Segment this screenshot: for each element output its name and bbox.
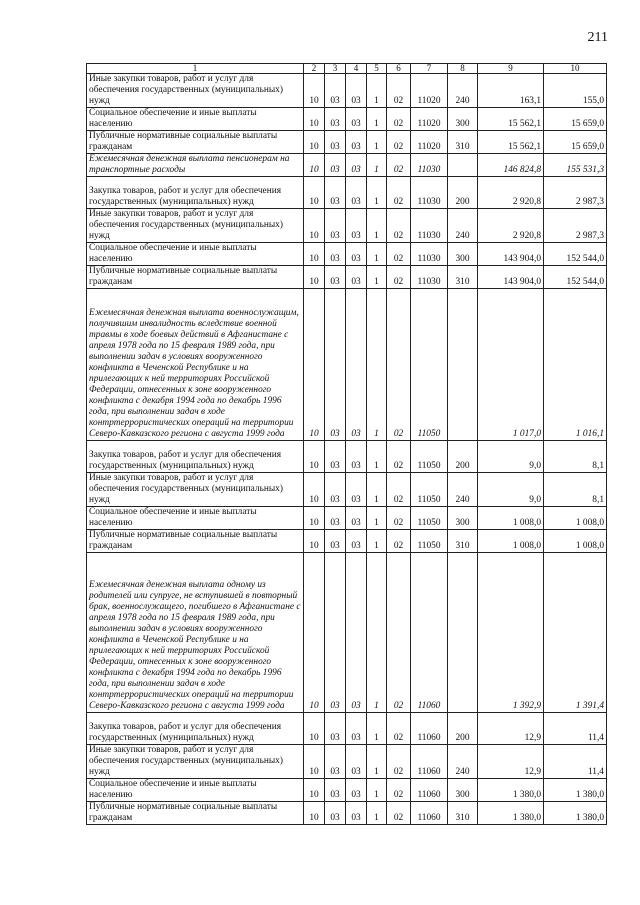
amount-year-1: 1 008,0 bbox=[478, 530, 544, 553]
code-section: 10 bbox=[304, 209, 325, 243]
amount-year-1: 15 562,1 bbox=[478, 108, 544, 131]
row-description: Публичные нормативные социальные выплаты гражданам bbox=[87, 802, 304, 825]
code-program: 03 bbox=[346, 289, 367, 441]
code-direction: 11050 bbox=[411, 289, 448, 441]
code-expense-type: 200 bbox=[448, 713, 478, 745]
code-direction: 11060 bbox=[411, 553, 448, 713]
code-program: 03 bbox=[346, 745, 367, 779]
table-row bbox=[87, 713, 607, 745]
code-subprogram: 1 bbox=[367, 553, 387, 713]
column-header: 9 bbox=[478, 64, 544, 74]
code-subprogram: 1 bbox=[367, 530, 387, 553]
code-main-activity: 02 bbox=[387, 745, 411, 779]
code-subprogram: 1 bbox=[367, 507, 387, 530]
row-description: Публичные нормативные социальные выплаты гражданам bbox=[87, 530, 304, 553]
code-subprogram: 1 bbox=[367, 154, 387, 177]
code-section: 10 bbox=[304, 131, 325, 154]
code-expense-type: 200 bbox=[448, 441, 478, 473]
code-direction: 11060 bbox=[411, 779, 448, 802]
column-header: 5 bbox=[367, 64, 387, 74]
code-main-activity: 02 bbox=[387, 108, 411, 131]
code-subsection: 03 bbox=[325, 108, 346, 131]
code-program: 03 bbox=[346, 131, 367, 154]
table-row bbox=[87, 266, 607, 289]
row-description: Закупка товаров, работ и услуг для обеспечения государственных (муниципальных) нужд bbox=[87, 441, 304, 473]
amount-year-1: 1 380,0 bbox=[478, 802, 544, 825]
column-header: 1 bbox=[87, 64, 304, 74]
amount-year-1: 9,0 bbox=[478, 473, 544, 507]
code-direction: 11020 bbox=[411, 74, 448, 108]
code-subsection: 03 bbox=[325, 802, 346, 825]
amount-year-2: 1 380,0 bbox=[544, 802, 607, 825]
code-subsection: 03 bbox=[325, 530, 346, 553]
code-subprogram: 1 bbox=[367, 713, 387, 745]
code-main-activity: 02 bbox=[387, 473, 411, 507]
amount-year-1: 1 008,0 bbox=[478, 507, 544, 530]
code-section: 10 bbox=[304, 289, 325, 441]
table-row bbox=[87, 243, 607, 266]
code-main-activity: 02 bbox=[387, 779, 411, 802]
row-description: Социальное обеспечение и иные выплаты населению bbox=[87, 507, 304, 530]
table-row bbox=[87, 802, 607, 825]
code-expense-type: 310 bbox=[448, 530, 478, 553]
code-program: 03 bbox=[346, 441, 367, 473]
code-program: 03 bbox=[346, 802, 367, 825]
column-header: 3 bbox=[325, 64, 346, 74]
code-subprogram: 1 bbox=[367, 131, 387, 154]
row-description: Ежемесячная денежная выплата одному из родителей или супруге, не вступившей в повторный брак, военнослужащего, погибшего в Афганистане с апреля 1978 года по 15 февраля 1989 года, при выполнении задач в условиях вооруженного конфликта в Чеченской Республике и на прилегающих к ней территориях Российской Федерации, отнесенных к зоне вооруженного конфликта с декабря 1994 года по декабрь 1996 года, при выполнении задач в ходе контртеррористических операций на территории Северо-Кавказского региона с августа 1999 года bbox=[87, 553, 304, 713]
code-expense-type: 200 bbox=[448, 177, 478, 209]
code-expense-type: 240 bbox=[448, 745, 478, 779]
code-direction: 11050 bbox=[411, 507, 448, 530]
table-row bbox=[87, 553, 607, 713]
code-subsection: 03 bbox=[325, 74, 346, 108]
row-description: Публичные нормативные социальные выплаты гражданам bbox=[87, 131, 304, 154]
code-section: 10 bbox=[304, 802, 325, 825]
code-main-activity: 02 bbox=[387, 243, 411, 266]
table-row bbox=[87, 154, 607, 177]
code-section: 10 bbox=[304, 441, 325, 473]
code-subsection: 03 bbox=[325, 713, 346, 745]
row-description: Социальное обеспечение и иные выплаты населению bbox=[87, 243, 304, 266]
code-section: 10 bbox=[304, 507, 325, 530]
column-header: 4 bbox=[346, 64, 367, 74]
code-direction: 11020 bbox=[411, 108, 448, 131]
table-row bbox=[87, 74, 607, 108]
code-section: 10 bbox=[304, 553, 325, 713]
code-main-activity: 02 bbox=[387, 74, 411, 108]
code-subprogram: 1 bbox=[367, 779, 387, 802]
code-subprogram: 1 bbox=[367, 289, 387, 441]
table-row bbox=[87, 507, 607, 530]
row-description: Ежемесячная денежная выплата военнослужащим, получившим инвалидность вследствие военной травмы в ходе боевых действий в Афганистане с апреля 1978 года по 15 февраля 1989 года, при выполнении задач в условиях вооруженного конфликта в Чеченской Республике и на прилегающих к ней территориях Российской Федерации, отнесенных к зоне вооруженного конфликта с декабря 1994 года по декабрь 1996 года, при выполнении задач в ходе контртеррористических операций на территории Северо-Кавказского региона с августа 1999 года bbox=[87, 289, 304, 441]
code-main-activity: 02 bbox=[387, 154, 411, 177]
code-direction: 11030 bbox=[411, 209, 448, 243]
code-section: 10 bbox=[304, 108, 325, 131]
amount-year-1: 2 920,8 bbox=[478, 177, 544, 209]
code-direction: 11020 bbox=[411, 131, 448, 154]
amount-year-2: 8,1 bbox=[544, 441, 607, 473]
code-section: 10 bbox=[304, 177, 325, 209]
code-expense-type: 240 bbox=[448, 74, 478, 108]
table-row bbox=[87, 131, 607, 154]
code-main-activity: 02 bbox=[387, 441, 411, 473]
row-description: Закупка товаров, работ и услуг для обеспечения государственных (муниципальных) нужд bbox=[87, 713, 304, 745]
amount-year-2: 1 016,1 bbox=[544, 289, 607, 441]
code-direction: 11050 bbox=[411, 530, 448, 553]
row-description: Закупка товаров, работ и услуг для обеспечения государственных (муниципальных) нужд bbox=[87, 177, 304, 209]
amount-year-2: 15 659,0 bbox=[544, 108, 607, 131]
table-row bbox=[87, 209, 607, 243]
amount-year-1: 146 824,8 bbox=[478, 154, 544, 177]
amount-year-1: 143 904,0 bbox=[478, 266, 544, 289]
code-direction: 11050 bbox=[411, 441, 448, 473]
amount-year-1: 12,9 bbox=[478, 713, 544, 745]
amount-year-1: 1 017,0 bbox=[478, 289, 544, 441]
row-description: Социальное обеспечение и иные выплаты населению bbox=[87, 779, 304, 802]
code-direction: 11030 bbox=[411, 243, 448, 266]
table-row bbox=[87, 108, 607, 131]
amount-year-1: 2 920,8 bbox=[478, 209, 544, 243]
row-description: Публичные нормативные социальные выплаты гражданам bbox=[87, 266, 304, 289]
code-main-activity: 02 bbox=[387, 507, 411, 530]
code-program: 03 bbox=[346, 553, 367, 713]
code-expense-type: 300 bbox=[448, 108, 478, 131]
code-subsection: 03 bbox=[325, 441, 346, 473]
code-expense-type bbox=[448, 154, 478, 177]
code-main-activity: 02 bbox=[387, 131, 411, 154]
amount-year-1: 12,9 bbox=[478, 745, 544, 779]
amount-year-2: 15 659,0 bbox=[544, 131, 607, 154]
amount-year-1: 163,1 bbox=[478, 74, 544, 108]
code-subprogram: 1 bbox=[367, 74, 387, 108]
table-row bbox=[87, 473, 607, 507]
code-subsection: 03 bbox=[325, 209, 346, 243]
code-subsection: 03 bbox=[325, 289, 346, 441]
amount-year-2: 155,0 bbox=[544, 74, 607, 108]
code-expense-type: 240 bbox=[448, 209, 478, 243]
amount-year-2: 2 987,3 bbox=[544, 177, 607, 209]
code-subsection: 03 bbox=[325, 507, 346, 530]
table-row bbox=[87, 177, 607, 209]
code-program: 03 bbox=[346, 177, 367, 209]
amount-year-2: 1 008,0 bbox=[544, 530, 607, 553]
code-main-activity: 02 bbox=[387, 209, 411, 243]
table-row bbox=[87, 779, 607, 802]
code-program: 03 bbox=[346, 209, 367, 243]
code-section: 10 bbox=[304, 74, 325, 108]
page-number: 211 bbox=[587, 30, 608, 45]
row-description: Социальное обеспечение и иные выплаты населению bbox=[87, 108, 304, 131]
row-description: Иные закупки товаров, работ и услуг для обеспечения государственных (муниципальных) нужд bbox=[87, 745, 304, 779]
code-program: 03 bbox=[346, 530, 367, 553]
row-description: Иные закупки товаров, работ и услуг для обеспечения государственных (муниципальных) нужд bbox=[87, 209, 304, 243]
code-program: 03 bbox=[346, 473, 367, 507]
code-subsection: 03 bbox=[325, 745, 346, 779]
amount-year-1: 9,0 bbox=[478, 441, 544, 473]
code-section: 10 bbox=[304, 745, 325, 779]
code-direction: 11060 bbox=[411, 802, 448, 825]
code-section: 10 bbox=[304, 713, 325, 745]
amount-year-2: 11,4 bbox=[544, 713, 607, 745]
code-program: 03 bbox=[346, 154, 367, 177]
column-header: 2 bbox=[304, 64, 325, 74]
amount-year-1: 1 392,9 bbox=[478, 553, 544, 713]
code-main-activity: 02 bbox=[387, 802, 411, 825]
column-header: 8 bbox=[448, 64, 478, 74]
code-direction: 11030 bbox=[411, 154, 448, 177]
code-section: 10 bbox=[304, 154, 325, 177]
code-subprogram: 1 bbox=[367, 473, 387, 507]
code-subprogram: 1 bbox=[367, 108, 387, 131]
code-expense-type: 240 bbox=[448, 473, 478, 507]
amount-year-2: 8,1 bbox=[544, 473, 607, 507]
code-section: 10 bbox=[304, 530, 325, 553]
code-expense-type bbox=[448, 553, 478, 713]
code-expense-type: 310 bbox=[448, 266, 478, 289]
code-subprogram: 1 bbox=[367, 266, 387, 289]
column-header: 10 bbox=[544, 64, 607, 74]
code-program: 03 bbox=[346, 74, 367, 108]
code-direction: 11030 bbox=[411, 266, 448, 289]
code-subprogram: 1 bbox=[367, 177, 387, 209]
code-program: 03 bbox=[346, 266, 367, 289]
code-subprogram: 1 bbox=[367, 243, 387, 266]
table-body bbox=[87, 74, 607, 825]
row-description: Иные закупки товаров, работ и услуг для обеспечения государственных (муниципальных) нужд bbox=[87, 473, 304, 507]
table-row bbox=[87, 289, 607, 441]
row-description: Иные закупки товаров, работ и услуг для обеспечения государственных (муниципальных) нужд bbox=[87, 74, 304, 108]
code-main-activity: 02 bbox=[387, 289, 411, 441]
table-header-row bbox=[87, 64, 607, 74]
row-description: Ежемесячная денежная выплата пенсионерам на транспортные расходы bbox=[87, 154, 304, 177]
code-subprogram: 1 bbox=[367, 745, 387, 779]
code-direction: 11030 bbox=[411, 177, 448, 209]
amount-year-2: 152 544,0 bbox=[544, 266, 607, 289]
code-subsection: 03 bbox=[325, 177, 346, 209]
code-subsection: 03 bbox=[325, 473, 346, 507]
amount-year-2: 1 391,4 bbox=[544, 553, 607, 713]
code-section: 10 bbox=[304, 779, 325, 802]
code-section: 10 bbox=[304, 266, 325, 289]
code-expense-type: 310 bbox=[448, 802, 478, 825]
table-row bbox=[87, 530, 607, 553]
code-subsection: 03 bbox=[325, 553, 346, 713]
code-section: 10 bbox=[304, 473, 325, 507]
budget-table bbox=[86, 63, 607, 825]
code-direction: 11060 bbox=[411, 745, 448, 779]
code-subprogram: 1 bbox=[367, 441, 387, 473]
code-direction: 11050 bbox=[411, 473, 448, 507]
code-program: 03 bbox=[346, 243, 367, 266]
column-header: 7 bbox=[411, 64, 448, 74]
code-program: 03 bbox=[346, 713, 367, 745]
code-subsection: 03 bbox=[325, 154, 346, 177]
code-expense-type: 300 bbox=[448, 779, 478, 802]
table-row bbox=[87, 441, 607, 473]
code-main-activity: 02 bbox=[387, 713, 411, 745]
code-main-activity: 02 bbox=[387, 530, 411, 553]
code-subsection: 03 bbox=[325, 131, 346, 154]
code-subprogram: 1 bbox=[367, 802, 387, 825]
code-section: 10 bbox=[304, 243, 325, 266]
amount-year-1: 15 562,1 bbox=[478, 131, 544, 154]
amount-year-1: 1 380,0 bbox=[478, 779, 544, 802]
code-expense-type bbox=[448, 289, 478, 441]
amount-year-1: 143 904,0 bbox=[478, 243, 544, 266]
code-subsection: 03 bbox=[325, 243, 346, 266]
amount-year-2: 1 008,0 bbox=[544, 507, 607, 530]
code-program: 03 bbox=[346, 779, 367, 802]
code-subsection: 03 bbox=[325, 779, 346, 802]
code-program: 03 bbox=[346, 108, 367, 131]
code-subsection: 03 bbox=[325, 266, 346, 289]
code-expense-type: 300 bbox=[448, 243, 478, 266]
code-direction: 11060 bbox=[411, 713, 448, 745]
code-subprogram: 1 bbox=[367, 209, 387, 243]
amount-year-2: 11,4 bbox=[544, 745, 607, 779]
code-main-activity: 02 bbox=[387, 553, 411, 713]
code-main-activity: 02 bbox=[387, 177, 411, 209]
amount-year-2: 155 531,3 bbox=[544, 154, 607, 177]
code-expense-type: 300 bbox=[448, 507, 478, 530]
column-header: 6 bbox=[387, 64, 411, 74]
table-row bbox=[87, 745, 607, 779]
code-expense-type: 310 bbox=[448, 131, 478, 154]
code-main-activity: 02 bbox=[387, 266, 411, 289]
amount-year-2: 1 380,0 bbox=[544, 779, 607, 802]
amount-year-2: 2 987,3 bbox=[544, 209, 607, 243]
amount-year-2: 152 544,0 bbox=[544, 243, 607, 266]
code-program: 03 bbox=[346, 507, 367, 530]
